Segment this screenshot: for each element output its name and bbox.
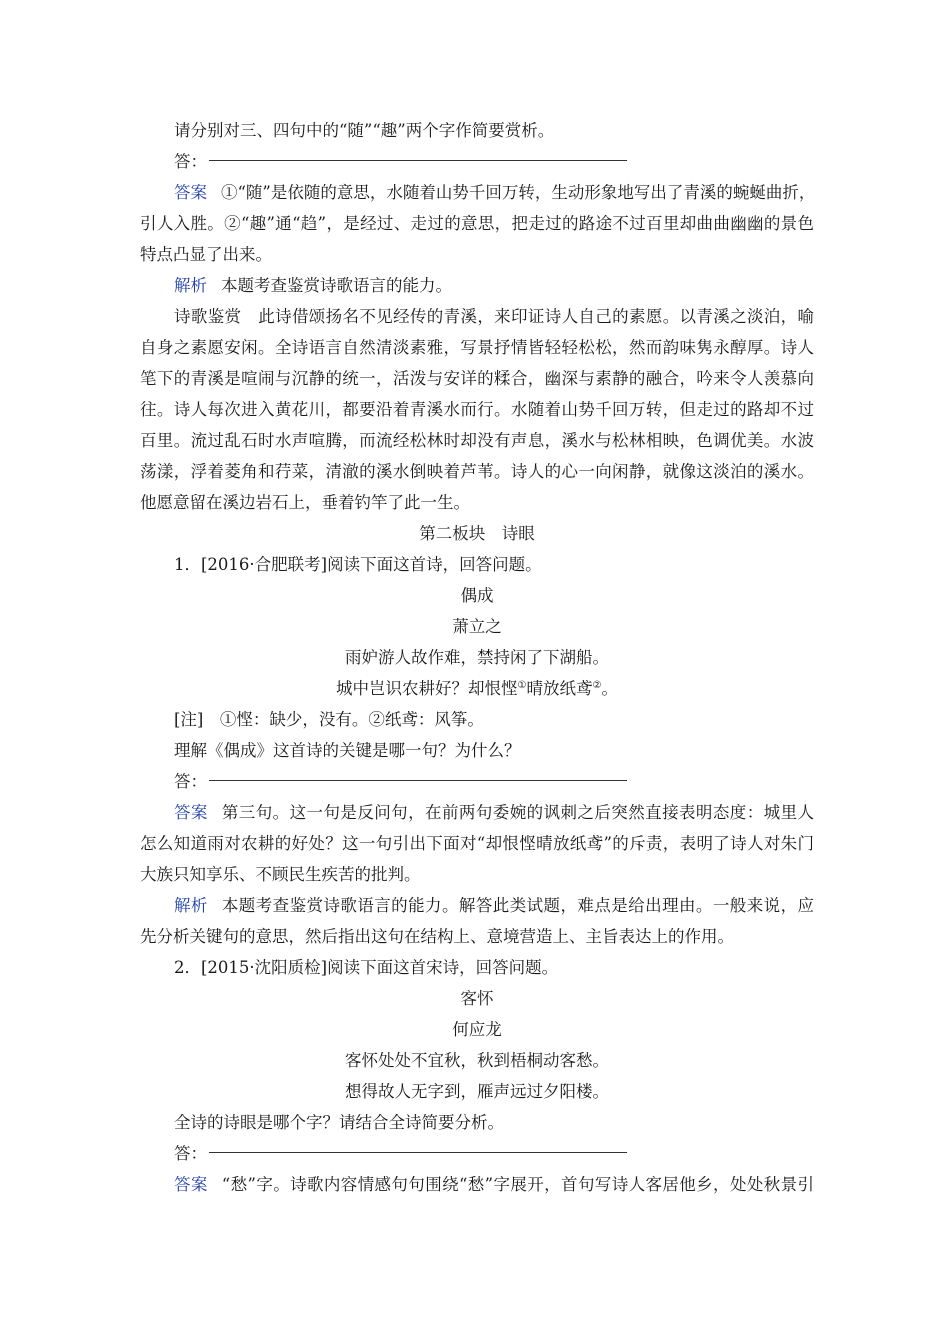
appreciation-line: 往。诗人每次进入黄花川，都要沿着青溪水而行。水随着山势千回万转，但走过的路却不过 [140, 400, 814, 419]
analysis-line [140, 270, 814, 301]
analysis-text: 本题考查鉴赏诗歌语言的能力。 [221, 276, 452, 295]
answer-blank-row [140, 1138, 814, 1169]
answer-line [140, 797, 814, 828]
answer-line: 大族只知享乐、不顾民生疾苦的批判。 [140, 865, 421, 884]
appreciation-line: 他愿意留在溪边岩石上，垂着钓竿了此一生。 [140, 493, 470, 512]
poem-line-part: 城中岂识农耕好？却恨悭 [336, 679, 518, 698]
poem-line: 客怀处处不宜秋，秋到梧桐动客愁。 [345, 1051, 609, 1070]
question-text: 理解《偶成》这首诗的关键是哪一句？为什么？ [174, 741, 521, 760]
answer-line [140, 177, 814, 208]
answer-tag: 答案 [174, 1175, 208, 1194]
answer-text: ①“随”是依随的意思，水随着山势千回万转，生动形象地写出了青溪的蜿蜒曲折， [221, 183, 816, 202]
analysis-line [140, 890, 814, 921]
answer-text: 第三句。这一句是反问句，在前两句委婉的讽刺之后突然直接表明态度：城里人 [221, 803, 815, 822]
answer-blank-row [140, 146, 814, 177]
answer-line: 特点凸显了出来。 [140, 245, 272, 264]
section-2 [140, 518, 814, 1200]
appreciation-line: 荡漾，浮着菱角和荇菜，清澈的溪水倒映着芦苇。诗人的心一向闲静，就像这淡泊的溪水。 [140, 462, 814, 481]
analysis-tag: 解析 [174, 896, 208, 915]
appreciation-line: 诗歌鉴赏 此诗借颂扬名不见经传的青溪，来印证诗人自己的素愿。以青溪之淡泊，喻 [174, 307, 814, 326]
poem-line-part: 。 [601, 679, 618, 698]
appreciation-line: 百里。流过乱石时水声喧腾，而流经松林时却没有声息，溪水与松林相映，色调优美。水波 [140, 431, 814, 450]
q2-intro: 2．[2015·沈阳质检]阅读下面这首宋诗，回答问题。 [174, 958, 559, 977]
poem-line: 想得故人无字到，雁声远过夕阳楼。 [345, 1082, 609, 1101]
answer-line: 引人入胜。②“趣”通“趋”，是经过、走过的意思，把走过的路途不过百里却曲曲幽幽的景色 [140, 214, 814, 233]
answer-prompt: 答： [174, 772, 207, 791]
answer-text: “愁”字。诗歌内容情感句句围绕“愁”字展开，首句写诗人客居他乡，处处秋景引 [221, 1175, 814, 1194]
answer-blank-line[interactable] [209, 780, 627, 781]
analysis-text: 本题考查鉴赏诗歌语言的能力。解答此类试题，难点是给出理由。一般来说，应 [221, 896, 815, 915]
answer-tag: 答案 [174, 183, 207, 202]
footnote-marker: ② [592, 680, 602, 691]
appreciation-line: 笔下的青溪是喧闹与沉静的统一，活泼与安详的糅合，幽深与素静的融合，吟来令人羡慕向 [140, 369, 814, 388]
section-1 [140, 115, 814, 518]
answer-blank-line[interactable] [209, 160, 627, 161]
answer-blank-row [140, 766, 814, 797]
question-text: 请分别对三、四句中的“随”“趣”两个字作简要赏析。 [174, 121, 555, 140]
answer-line [140, 1169, 814, 1200]
answer-prompt: 答： [174, 1144, 207, 1163]
footnote-marker: ① [517, 680, 527, 691]
appreciation-line: 自身之素愿安闲。全诗语言自然清淡素雅，写景抒情皆轻轻松松，然而韵味隽永醇厚。诗人 [140, 338, 814, 357]
poem-author: 何应龙 [452, 1020, 502, 1039]
answer-prompt: 答： [174, 152, 207, 171]
poem-line [140, 673, 814, 704]
poem-author: 萧立之 [452, 617, 502, 636]
question-text: 全诗的诗眼是哪个字？请结合全诗简要分析。 [174, 1113, 504, 1132]
poem-title: 客怀 [460, 989, 494, 1008]
section-heading: 第二板块 诗眼 [419, 524, 535, 543]
poem-line: 雨妒游人故作难，禁持闲了下湖船。 [345, 648, 609, 667]
analysis-line: 先分析关键句的意思，然后指出这句在结构上、意境营造上、主旨表达上的作用。 [140, 927, 734, 946]
analysis-tag: 解析 [174, 276, 207, 295]
answer-line: 怎么知道雨对农耕的好处？这一句引出下面对“却恨悭晴放纸鸢”的斥责，表明了诗人对朱门 [140, 834, 814, 853]
poem-line-part: 晴放纸鸢 [526, 679, 593, 698]
answer-tag: 答案 [174, 803, 208, 822]
q1-intro: 1．[2016·合肥联考]阅读下面这首诗，回答问题。 [174, 555, 542, 574]
answer-blank-line[interactable] [209, 1152, 627, 1153]
poem-title: 偶成 [460, 586, 494, 605]
note-line: [注] ①悭：缺少，没有。②纸鸢：风筝。 [174, 710, 484, 729]
